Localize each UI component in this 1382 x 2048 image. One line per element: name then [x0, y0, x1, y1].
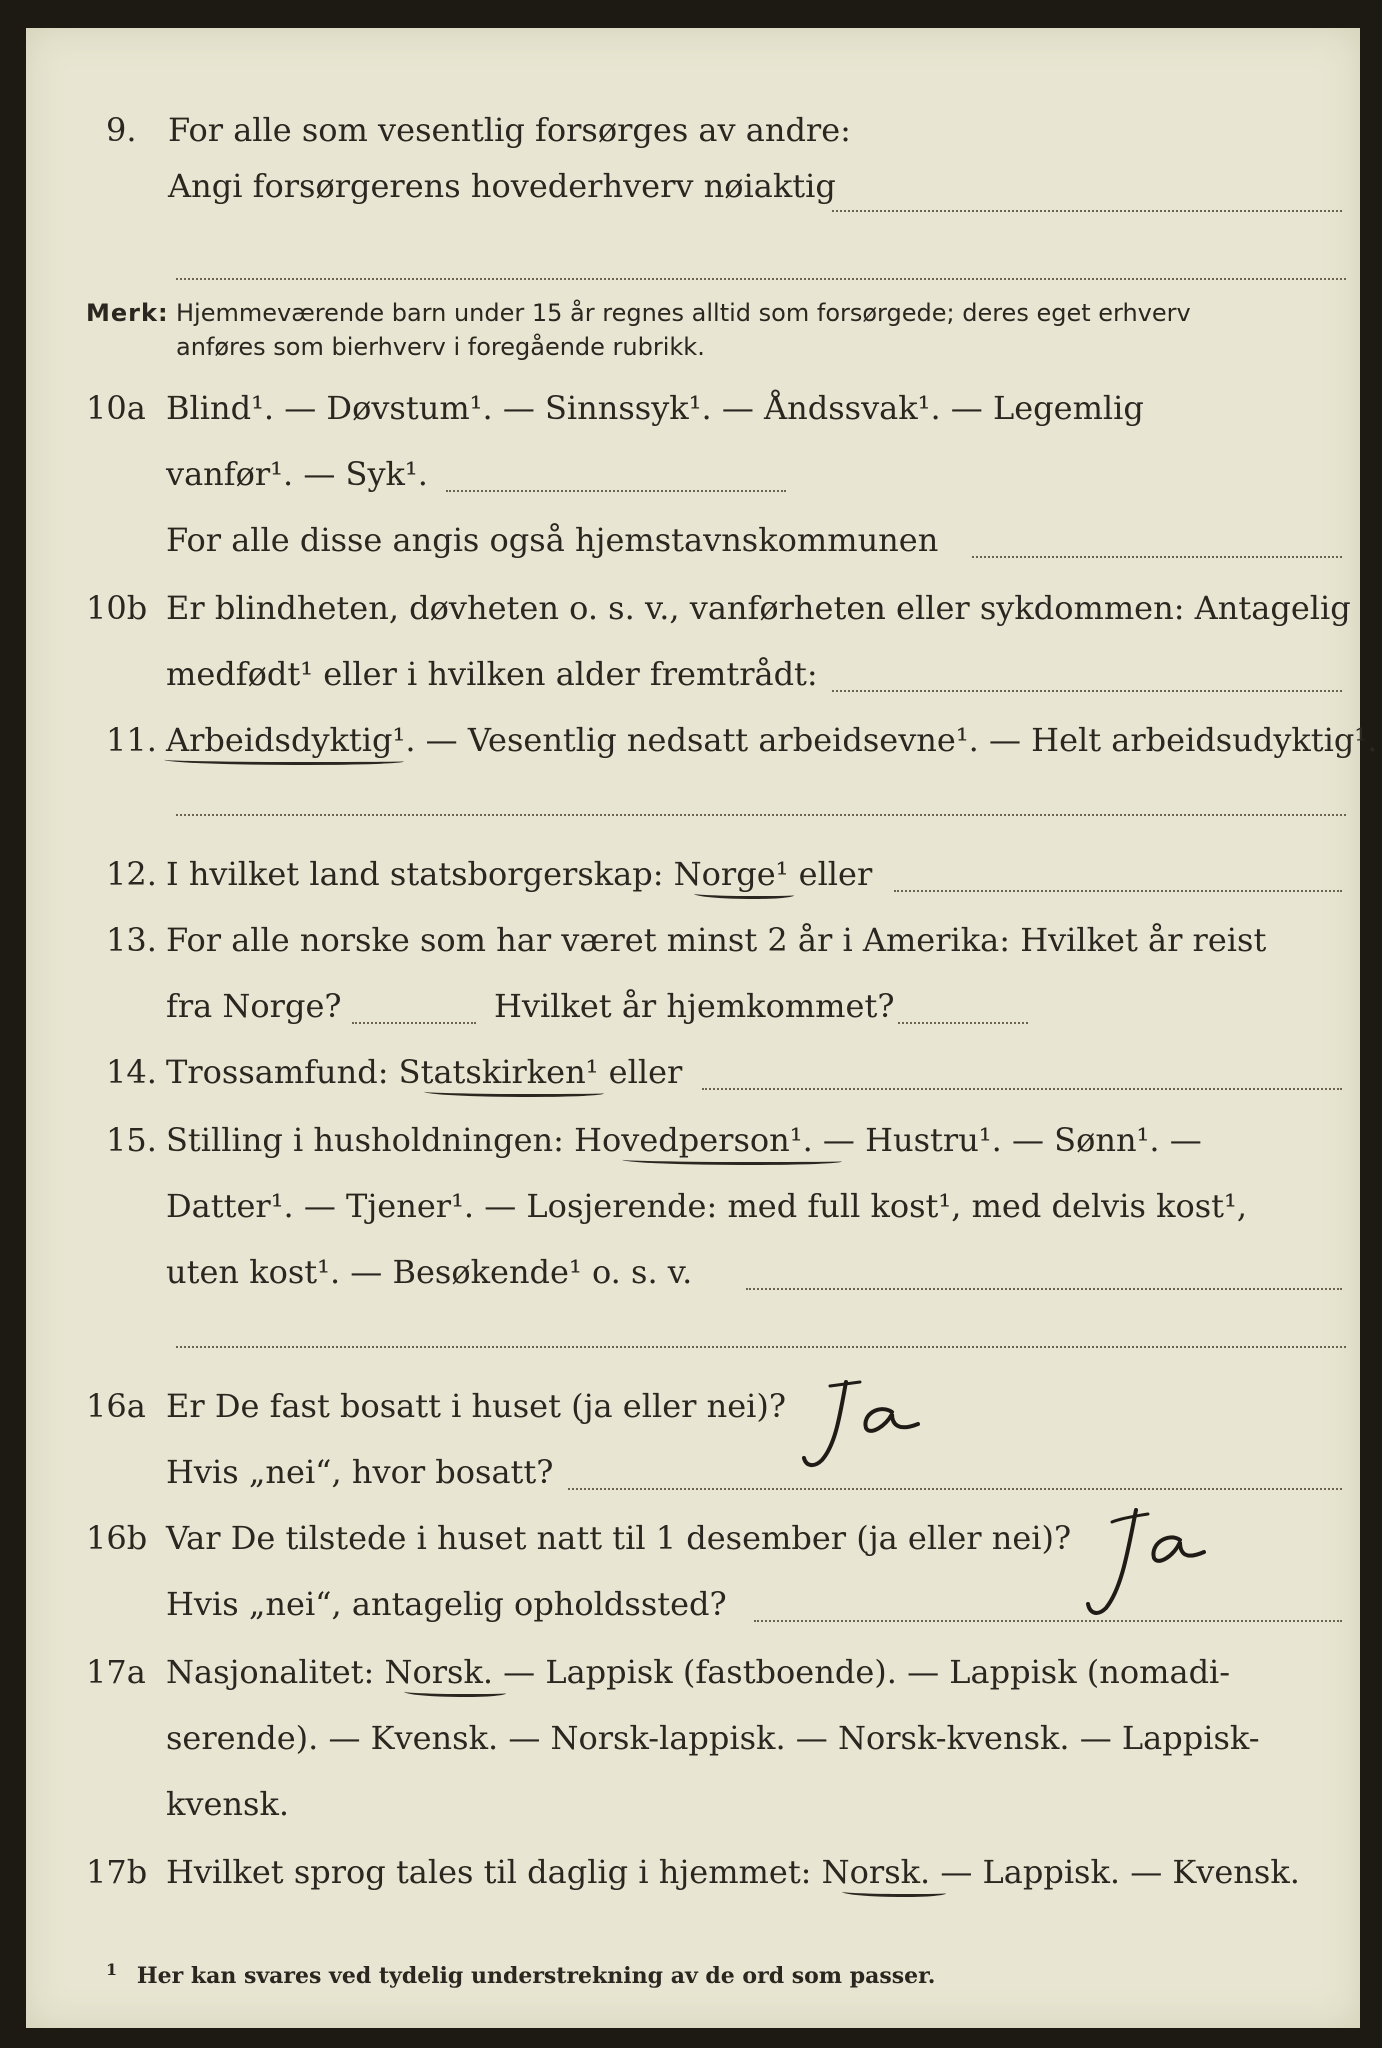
q16a-bosatt-line[interactable] [568, 1488, 1342, 1490]
q12-answer-line[interactable] [894, 890, 1342, 892]
q9-answer-line[interactable] [832, 210, 1342, 212]
q9-instruction: Angi forsørgerens hovederhverv nøiaktig [168, 167, 836, 205]
q17a-number: 17a [86, 1653, 146, 1691]
q17a-options: Nasjonalitet: Norsk. — Lappisk (fastboende). — Lappisk (nomadi- [166, 1653, 1231, 1691]
q9-question: For alle som vesentlig forsørges av andre: [168, 111, 851, 149]
q13-reist: fra Norge? [166, 987, 342, 1025]
q17a-options-2: serende). — Kvensk. — Norsk-lappisk. — Norsk-kvensk. — Lappisk- [166, 1719, 1260, 1757]
q10b-question-2: medfødt¹ eller i hvilken alder fremtrådt: [166, 655, 818, 693]
q9-answer-line-2[interactable] [176, 278, 1346, 280]
q10b-number: 10b [86, 589, 148, 627]
q17a-line2 [26, 1710, 1360, 1766]
q10b-line1 [26, 580, 1360, 636]
q17b-number: 17b [86, 1853, 148, 1891]
q14-answer-line[interactable] [702, 1088, 1342, 1090]
footnote [106, 1960, 935, 1989]
q11-options: Arbeidsdyktig¹. — Vesentlig nedsatt arbeidsevne¹. — Helt arbeidsudyktig¹. [166, 721, 1378, 759]
q15-options-2: Datter¹. — Tjener¹. — Losjerende: med full kost¹, med delvis kost¹, [166, 1187, 1248, 1225]
q12-line1 [26, 846, 1360, 902]
q14-number: 14. [106, 1053, 157, 1091]
q13-question: For alle norske som har været minst 2 år i Amerika: Hvilket år reist [166, 921, 1267, 959]
q10b-answer-line[interactable] [832, 690, 1342, 692]
q9-line1 [26, 102, 1360, 158]
q17a-options-3: kvensk. [166, 1785, 289, 1823]
footnote-text: Her kan svares ved tydelig understrekning av de ord som passer. [136, 1963, 936, 1990]
merk-text-2: anføres som bierhverv i foregående rubrikk. [176, 333, 705, 361]
q10a-line3 [26, 512, 1360, 568]
q13-hjemkommet: Hvilket år hjemkommet? [494, 987, 895, 1025]
q9-number: 9. [106, 111, 137, 149]
q16a-number: 16a [86, 1387, 146, 1425]
q15-options: Stilling i husholdningen: Hovedperson¹. — Hustru¹. — Sønn¹. — [166, 1121, 1202, 1159]
q13-line2 [26, 978, 1360, 1034]
q11-number: 11. [106, 721, 157, 759]
census-form-page [26, 28, 1378, 2028]
q16a-question: Er De fast bosatt i huset (ja eller nei)? [166, 1387, 787, 1425]
q14-line1 [26, 1044, 1360, 1100]
q10a-options-2: vanfør¹. — Syk¹. [166, 455, 428, 493]
q16a-bosatt: Hvis „nei“, hvor bosatt? [166, 1453, 554, 1491]
q13-line1 [26, 912, 1360, 968]
q10b-question: Er blindheten, døvheten o. s. v., vanførheten eller sykdommen: Antagelig [166, 589, 1351, 627]
q17a-line3 [26, 1776, 1360, 1832]
merk-label: Merk: [86, 299, 169, 327]
q10a-number: 10a [86, 389, 146, 427]
merk-text-1: Hjemmeværende barn under 15 år regnes alltid som forsørgede; deres eget erhverv [176, 299, 1191, 327]
q15-number: 15. [106, 1121, 157, 1159]
q16b-number: 16b [86, 1519, 148, 1557]
q14-question: Trossamfund: Statskirken¹ eller [166, 1053, 683, 1091]
q10a-hjemstavn: For alle disse angis også hjemstavnskommunen [166, 521, 939, 559]
q15-line2 [26, 1178, 1360, 1234]
q17a-line1 [26, 1644, 1360, 1700]
q9-line2 [26, 158, 1360, 214]
q13-reist-line[interactable] [352, 1022, 476, 1024]
q15-answer-line-2[interactable] [176, 1346, 1346, 1348]
q16b-question: Var De tilstede i huset natt til 1 desember (ja eller nei)? [166, 1519, 1072, 1557]
footnote-marker: 1 [106, 1960, 118, 1979]
q15-options-3: uten kost¹. — Besøkende¹ o. s. v. [166, 1253, 693, 1291]
q10a-options: Blind¹. — Døvstum¹. — Sinnssyk¹. — Åndssvak¹. — Legemlig [166, 389, 1144, 427]
q10a-hjemstavn-line[interactable] [972, 556, 1342, 558]
q15-answer-line[interactable] [746, 1288, 1342, 1290]
q15-line3 [26, 1244, 1360, 1300]
q10a-answer-line[interactable] [446, 490, 786, 492]
q10a-line2 [26, 446, 1360, 502]
q12-question: I hvilket land statsborgerskap: Norge¹ eller [166, 855, 873, 893]
q16b-opholdssted-line[interactable] [754, 1620, 1342, 1622]
merk-note-line1 [86, 296, 1191, 330]
q10a-line1 [26, 380, 1360, 436]
q17b-line1 [26, 1844, 1360, 1900]
q12-number: 12. [106, 855, 157, 893]
q13-number: 13. [106, 921, 157, 959]
q16b-opholdssted: Hvis „nei“, antagelig opholdssted? [166, 1585, 727, 1623]
q16b-line2 [26, 1576, 1360, 1632]
q16a-line2 [26, 1444, 1360, 1500]
q10b-line2 [26, 646, 1360, 702]
q17b-options: Hvilket sprog tales til daglig i hjemmet: Norsk. — Lappisk. — Kvensk. [166, 1853, 1300, 1891]
q16a-line1 [26, 1378, 1360, 1434]
q11-answer-line[interactable] [176, 814, 1346, 816]
q13-hjemkommet-line[interactable] [898, 1022, 1028, 1024]
